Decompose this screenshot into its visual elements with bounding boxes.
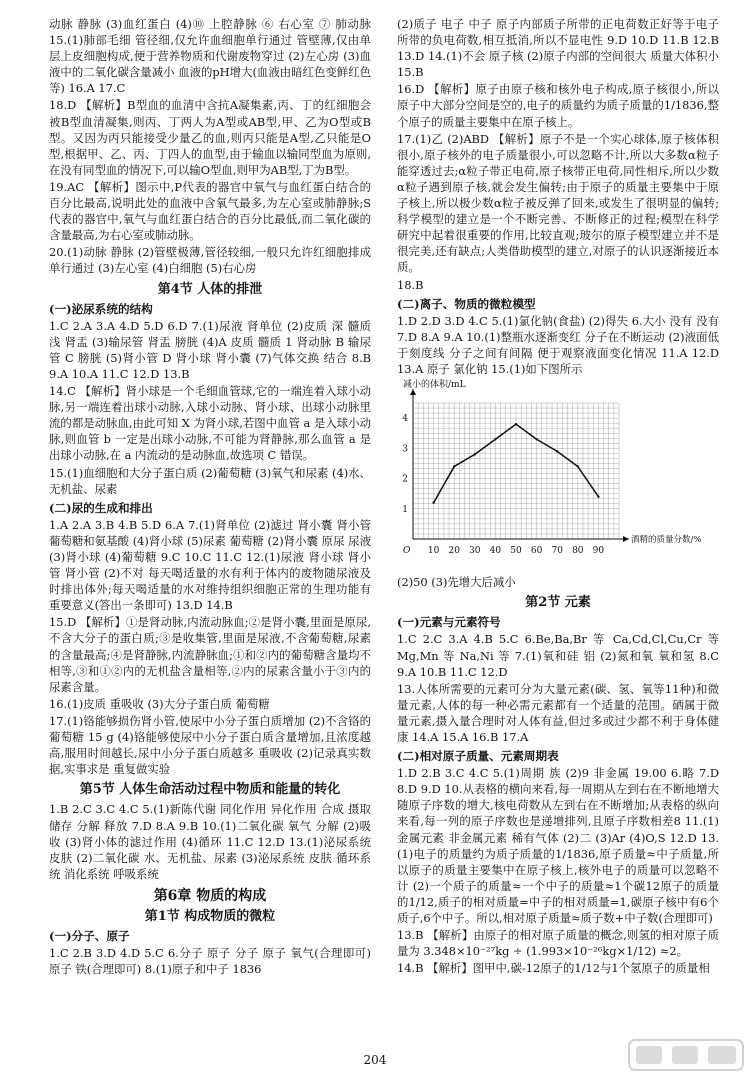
line-chart bbox=[397, 379, 719, 573]
answer-paragraph: 19.AC 【解析】图示中,P代表的器官中氧气与血红蛋白结合的百分比最高,说明此处的血液中含氧气最多,为左心室或肺静脉;S代表的器官中,氧气与血红蛋白结合的百分比最低,而二氧化碳的含量最高,为右心室或肺动脉。 bbox=[49, 179, 371, 243]
data-point bbox=[494, 438, 496, 440]
answer-paragraph: 1.C 2.B 3.D 4.D 5.C 6.分子 原子 分子 原子 氧气(合理即可) 原子 铁(合理即可) 8.(1)原子和中子 1836 bbox=[49, 946, 371, 977]
x-tick-label: 90 bbox=[592, 546, 605, 557]
x-tick-label: 20 bbox=[448, 546, 460, 557]
subsection-heading: (二)离子、物质的微粒模型 bbox=[397, 296, 536, 311]
x-tick-label: 80 bbox=[572, 546, 584, 557]
answer-paragraph: 13.B 【解析】由原子的相对原子质量的概念,则氢的相对原子质量为 3.348×10⁻²⁷kg ÷ (1.993×10⁻²⁶kg×1/12) ≈2。 bbox=[397, 928, 719, 959]
data-point bbox=[515, 423, 517, 425]
x-tick-label: 10 bbox=[427, 546, 440, 557]
answer-paragraph: 14.B 【解析】图甲中,碳-12原子的1/12与1个氢原子的质量相 bbox=[397, 961, 710, 976]
right-top-block bbox=[397, 16, 719, 377]
data-point bbox=[535, 438, 537, 440]
answer-paragraph: 15.(1)血细胞和大分子蛋白质 (2)葡萄糖 (3)氧气和尿素 (4)水、无机盐、尿素 bbox=[49, 465, 371, 496]
y-axis-label: 减小的体积/mL bbox=[403, 380, 466, 391]
answer-paragraph: 16.(1)皮质 重吸收 (3)大分子蛋白质 葡萄糖 bbox=[49, 696, 270, 711]
y-tick-label: 2 bbox=[402, 474, 408, 485]
y-tick-label: 4 bbox=[402, 414, 408, 425]
data-point bbox=[474, 453, 476, 455]
answer-paragraph: 1.D 2.B 3.C 4.C 5.(1)周期 族 (2)9 非金属 19.00 6.略 7.D 8.D 9.D 10.从表格的横向来看,每一周期从左到右在不断地增大 随原子序数的增大,核电荷数从左到右在不断增加;从表格的纵向来看,每一列的原子序数也是递增排列,且原子序数相差8 11.(1)金属元素 非金属元素 稀有气体 (2)二 (3)Ar (4)O,S 12.D 13.(1)电子的质量约为质子质量的1/1836,原子质量≈中子质量,所以原子的质量主要集中在原子核上,核外电子的质量可以忽略不计 (2)一个质子的质量≈一个中子的质量≈1个碳12原子的质量的1/12,质子的相对质量=中子的相对质量=1,碳原子核中有6个质子,6个中子。所以,相对原子质量≈质子数+中子数(合理即可) bbox=[397, 766, 719, 926]
right-column bbox=[397, 16, 719, 977]
x-tick-label: 30 bbox=[469, 546, 481, 557]
chart-svg bbox=[397, 379, 719, 569]
answer-paragraph: 动脉 静脉 (3)血红蛋白 (4)⑩ 上腔静脉 ⑥ 右心室 ⑦ 肺动脉 15.(1)肺部毛细 管径细,仅允许血细胞单行通过 管壁薄,仅由单层上皮细胞构成,便于营养物质和代谢废物穿过 (2)左心房 (3)血液中的二氧化碳含量减小 血液的pH增大(血液由暗红色变鲜红色等) 16.A 17.C bbox=[49, 17, 371, 96]
answer-paragraph: 20.(1)动脉 静脉 (2)管壁极薄,管径较细,一般只允许红细胞排成单行通过 (3)左心室 (4)白细胞 (5)右心房 bbox=[49, 245, 371, 276]
x-tick-label: 60 bbox=[530, 546, 543, 557]
data-point bbox=[453, 465, 455, 467]
answer-paragraph: 17.(1)乙 (2)ABD 【解析】原子不是一个实心球体,原子核体积很小,原子核外的电子质量很小,可以忽略不计,所以大多数α粒子能穿透过去;α粒子带正电荷,原子核带正电荷,同性相斥,所以少数α粒子遇到原子核,就会发生偏转;由于原子的质量主要集中于原子核上,所以极少数α粒子被反弹了回来,或发生了很明显的偏转;科学模型的建立是一个不断完善、不断修正的过程;模型在科学研究中起着很重要的作用,比较直观;玻尔的原子模型建立并不是很完美,还有缺点;人类借助模型的建立,对原子的认识逐渐接近本质。 bbox=[397, 131, 719, 275]
section-heading: 第5节 人体生命活动过程中物质和能量的转化 bbox=[79, 782, 341, 798]
watermark-logo bbox=[628, 1038, 746, 1072]
x-axis-arrow bbox=[623, 536, 629, 542]
watermark-svg bbox=[628, 1038, 746, 1072]
subsection-heading: (二)相对原子质量、元素周期表 bbox=[397, 749, 559, 764]
data-point bbox=[556, 450, 558, 452]
answer-paragraph: 1.C 2.C 3.A 4.B 5.C 6.Be,Ba,Br 等 Ca,Cd,Cl,Cu,Cr 等 Mg,Mn 等 Na,Ni 等 7.(1)氧和硅 铝 (2)氮和氧 氧和氢 8.C 9.A 10.B 11.C 12.D bbox=[397, 632, 719, 679]
subsection-heading: (一)泌尿系统的结构 bbox=[49, 301, 153, 316]
data-point bbox=[597, 496, 599, 498]
right-bottom-block bbox=[397, 574, 719, 976]
subsection-heading: (一)元素与元素符号 bbox=[397, 615, 501, 630]
answer-paragraph: 14.C 【解析】肾小球是一个毛细血管球,它的一端连着入球小动脉,另一端连着出球小动脉,入球小动脉、肾小球、出球小动脉里流的都是动脉血,由此可知 X 为肾小球,若图中血管 a 是入球小动脉,则血管 b 一定是出球小动脉,不可能为肾静脉,那么血管 a 是出球小动脉,在 a 内流动的是动脉血,故选项 C 错误。 bbox=[49, 384, 371, 463]
subsection-heading: (一)分子、原子 bbox=[49, 929, 130, 944]
section-heading: 第4节 人体的排泄 bbox=[157, 281, 263, 297]
answer-paragraph: 1.A 2.A 3.B 4.B 5.D 6.A 7.(1)肾单位 (2)滤过 肾小囊 肾小管 葡萄糖和氨基酸 (4)肾小球 (5)尿素 葡萄糖 (2)肾小囊 原尿 尿液 (3)肾小球 (4)葡萄糖 9.C 10.C 11.C 12.(1)尿液 肾小球 肾小管 肾小管 (2)不对 每天喝适量的水有利于体内的废物随尿液及时排出体外;每天喝适量的水对维持组织细胞正常的生理功能有重要意义(答出一条即可) 13.D 14.B bbox=[49, 517, 371, 613]
section-heading: 第2节 元素 bbox=[525, 595, 591, 611]
chapter-heading: 第6章 物质的构成 bbox=[153, 887, 267, 904]
data-point bbox=[432, 502, 434, 504]
y-tick-label: 1 bbox=[402, 504, 408, 515]
answer-paragraph: 18.D 【解析】B型血的血清中含抗A凝集素,丙、丁的红细胞会被B型血清凝集,则丙、丁两人为A型或AB型,甲、乙为O型或B型。又因为丙只能接受少量乙的血,则丙只能是A型,乙只能是O型,根据甲、乙、丙、丁四人的血型,由于输血以输同型血为原则,在没有同型血的情况下,可以输O型血,则甲为AB型,丁为B型。 bbox=[49, 98, 371, 177]
origin-label: O bbox=[403, 546, 411, 557]
subsection-heading: (二)尿的生成和排出 bbox=[49, 500, 153, 515]
y-tick-label: 3 bbox=[402, 444, 408, 455]
x-tick-label: 50 bbox=[510, 546, 522, 557]
answer-paragraph: (2)质子 电子 中子 原子内部质子所带的正电荷数正好等于电子所带的负电荷数,相互抵消,所以不显电性 9.D 10.D 11.B 12.B 13.D 14.(1)不会 原子核 (2)原子内部的空间很大 质量大体积小 15.B bbox=[397, 17, 719, 80]
answer-paragraph: 15.D 【解析】①是肾动脉,内流动脉血;②是肾小囊,里面是原尿,不含大分子的蛋白质;③是收集管,里面是尿液,不含葡萄糖,尿素的含量最高;④是肾静脉,内流静脉血;①和②内的葡萄糖含量均不相等,③和①②内的无机盐含量相等,②内的尿素含量小于③内的尿素含量。 bbox=[49, 615, 371, 694]
answer-paragraph: 1.D 2.D 3.D 4.C 5.(1)氯化钠(食盐) (2)得失 6.大小 没有 没有 7.D 8.A 9.A 10.(1)整瓶水逐渐变红 分子在不断运动 (2)液面低于刻度线 分子之间有间隔 便于观察液面变化情况 11.A 12.D 13.A 原子 氯化钠 15.(1)如下图所示 bbox=[397, 313, 719, 376]
left-column bbox=[49, 16, 371, 978]
data-point bbox=[577, 465, 579, 467]
x-axis-label: 酒精的质量分数/% bbox=[631, 535, 702, 546]
answer-paragraph: 17.(1)铬能够损伤肾小管,使尿中小分子蛋白质增加 (2)不含铬的葡萄糖 15 g (4)铬能够使尿中小分子蛋白质含量增加,且浓度越高,服用时间越长,尿中小分子蛋白质越多 重吸收 (2)记录真实数据,实事求是 重复做实验 bbox=[49, 713, 371, 777]
page-number: 204 bbox=[363, 1053, 387, 1067]
answer-paragraph: 16.D 【解析】原子由原子核和核外电子构成,原子核很小,所以原子中大部分空间是空的,电子的质量约为质子质量的1/1836,整个原子的质量主要集中在原子核上。 bbox=[397, 82, 719, 129]
section-heading: 第1节 构成物质的微粒 bbox=[144, 908, 276, 924]
answer-paragraph: 1.C 2.A 3.A 4.D 5.D 6.D 7.(1)尿液 肾单位 (2)皮质 深 髓质 浅 肾盂 (3)输尿管 肾盂 膀胱 (4)A 皮质 髓质 1 肾动脉 B 输尿管 C 膀胱 (5)肾小管 D 肾小球 肾小囊 (7)气体交换 结合 8.B 9.A 10.A 11.C 12.D 13.B bbox=[49, 318, 371, 381]
x-tick-label: 40 bbox=[489, 546, 502, 557]
answer-paragraph: 1.B 2.C 3.C 4.C 5.(1)新陈代谢 同化作用 异化作用 合成 摄取 储存 分解 释放 7.D 8.A 9.B 10.(1)二氧化碳 氧气 分解 (2)吸收 (3)肾小体的滤过作用 (4)循环 11.C 12.D 13.(1)泌尿系统 皮肤 (2)二氧化碳 水、无机盐、尿素 (3)泌尿系统 皮肤 循环系统 消化系统 呼吸系统 bbox=[49, 802, 371, 881]
answer-paragraph: (2)50 (3)先增大后减小 bbox=[397, 575, 516, 590]
answer-paragraph: 18.B bbox=[397, 277, 424, 292]
x-tick-label: 70 bbox=[551, 546, 563, 557]
answer-paragraph: 13.人体所需要的元素可分为大量元素(碳、氢、氧等11种)和微量元素,人体的每一种必需元素都有一个适量的范围。硒属于微量元素,摄入量合理时对人体有益,但过多或过少都不利于身体健康 14.A 15.A 16.B 17.A bbox=[397, 681, 719, 744]
